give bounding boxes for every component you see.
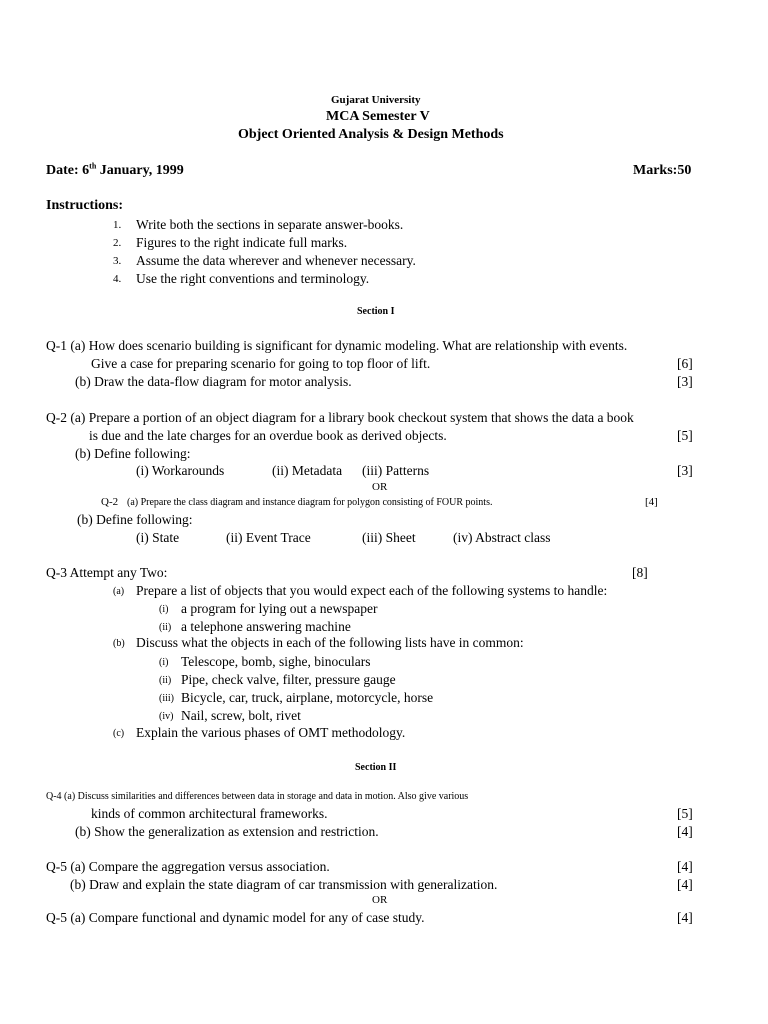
q5-b-marks: [4]	[677, 877, 693, 892]
q3-b-item-num: (iii)	[159, 693, 174, 704]
instruction-num: 1.	[113, 219, 122, 231]
instruction-text: Write both the sections in separate answer-books.	[136, 217, 404, 232]
q4-b-marks: [4]	[677, 824, 693, 839]
q3-b-item-num: (iv)	[159, 711, 174, 722]
q5-alt-a-marks: [4]	[677, 910, 693, 925]
q2-alt-b: (b) Define following:	[77, 512, 193, 527]
q3-b-text: Discuss what the objects in each of the following lists have in common:	[136, 635, 524, 650]
q1-b: (b) Draw the data-flow diagram for motor analysis.	[75, 374, 352, 389]
q3-a-label: (a)	[113, 586, 125, 597]
q3-a-text: Prepare a list of objects that you would expect each of the following systems to handle:	[136, 583, 608, 598]
q2-b-item: (ii) Metadata	[272, 463, 343, 478]
course-title: MCA Semester V	[326, 109, 430, 124]
q2-b-item: (iii) Patterns	[362, 463, 430, 478]
q2-alt-b-item: (ii) Event Trace	[226, 530, 311, 545]
instruction-text: Figures to the right indicate full marks.	[136, 235, 348, 250]
q2-b: (b) Define following:	[75, 446, 191, 461]
instruction-num: 4.	[113, 273, 122, 285]
q3-c-label: (c)	[113, 728, 125, 739]
q5-b: (b) Draw and explain the state diagram of car transmission with generalization.	[70, 877, 498, 892]
q3-a-item-text: a telephone answering machine	[181, 619, 351, 634]
q2-alt-b-item: (iii) Sheet	[362, 530, 416, 545]
q2-a-marks: [5]	[677, 428, 693, 443]
q2-a-line1: Q-2 (a) Prepare a portion of an object diagram for a library book checkout system that shows the data a book	[46, 410, 634, 425]
q2-alt-prefix: Q-2	[101, 496, 119, 508]
q3-a-item-text: a program for lying out a newspaper	[181, 601, 378, 616]
instruction-num: 2.	[113, 237, 122, 249]
subject-title: Object Oriented Analysis & Design Methods	[238, 127, 504, 142]
q1-b-marks: [3]	[677, 374, 693, 389]
q2-alt-b-item: (i) State	[136, 530, 180, 545]
section-2-title: Section II	[355, 762, 397, 773]
or-separator: OR	[372, 894, 388, 906]
q3-b-item-text: Nail, screw, bolt, rivet	[181, 708, 301, 723]
q5-a-marks: [4]	[677, 859, 693, 874]
instruction-text: Use the right conventions and terminology.	[136, 271, 370, 286]
q3-a-item-num: (i)	[159, 604, 169, 615]
q2-alt-a-marks: [4]	[645, 496, 658, 508]
q2-b-marks: [3]	[677, 463, 693, 478]
section-1-title: Section I	[357, 306, 395, 317]
q4-a-line1: Q-4 (a) Discuss similarities and differences between data in storage and data in motion. Also give various	[46, 791, 469, 802]
q3-b-label: (b)	[113, 638, 125, 649]
q2-alt-b-item: (iv) Abstract class	[453, 530, 551, 545]
total-marks: Marks:50	[633, 163, 692, 178]
q3-b-item-text: Bicycle, car, truck, airplane, motorcycle, horse	[181, 690, 434, 705]
q3-a-item-num: (ii)	[159, 622, 172, 633]
q2-alt-a: (a) Prepare the class diagram and instance diagram for polygon consisting of FOUR points.	[127, 497, 493, 508]
q4-b: (b) Show the generalization as extension and restriction.	[75, 824, 379, 839]
q5-a: Q-5 (a) Compare the aggregation versus association.	[46, 859, 330, 874]
instruction-num: 3.	[113, 255, 122, 267]
q3-title: Q-3 Attempt any Two:	[46, 565, 168, 580]
q5-alt-a: Q-5 (a) Compare functional and dynamic model for any of case study.	[46, 910, 425, 925]
or-separator: OR	[372, 481, 388, 493]
q4-a-marks: [5]	[677, 806, 693, 821]
q1-a-line1: Q-1 (a) How does scenario building is significant for dynamic modeling. What are relationship with events.	[46, 338, 628, 353]
q3-marks: [8]	[632, 565, 648, 580]
q3-b-item-num: (ii)	[159, 675, 172, 686]
q2-b-item: (i) Workarounds	[136, 463, 225, 478]
q2-a-line2: is due and the late charges for an overdue book as derived objects.	[89, 428, 447, 443]
q3-c-text: Explain the various phases of OMT methodology.	[136, 725, 406, 740]
q3-b-item-text: Telescope, bomb, sighe, binoculars	[181, 654, 371, 669]
instructions-title: Instructions:	[46, 198, 124, 213]
instruction-text: Assume the data wherever and whenever necessary.	[136, 253, 416, 268]
university-name: Gujarat University	[331, 94, 421, 106]
q1-a-line2: Give a case for preparing scenario for going to top floor of lift.	[91, 356, 431, 371]
q3-b-item-num: (i)	[159, 657, 169, 668]
q1-a-marks: [6]	[677, 356, 693, 371]
exam-date: Date: 6th January, 1999	[46, 161, 184, 178]
q4-a-line2: kinds of common architectural frameworks.	[91, 806, 328, 821]
q3-b-item-text: Pipe, check valve, filter, pressure gauge	[181, 672, 396, 687]
